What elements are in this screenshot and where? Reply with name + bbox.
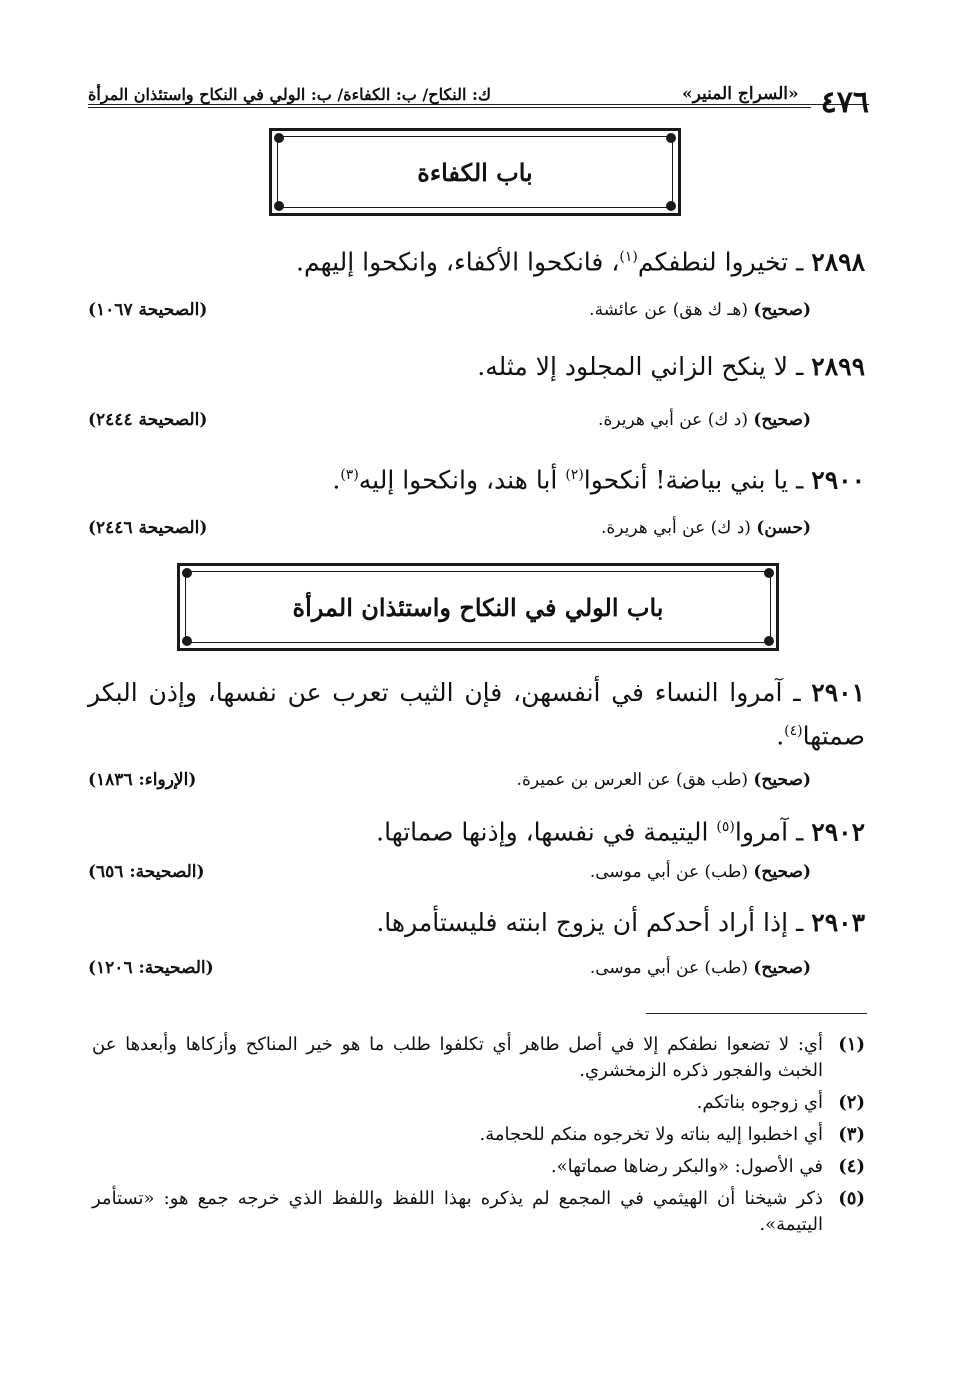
footnote [92, 1032, 865, 1084]
hadith-grade: (حسن) [756, 518, 811, 538]
hadith-text: اليتيمة في نفسها، وإذنها صماتها. [376, 817, 717, 847]
dash: ـ [788, 352, 804, 381]
hadith-source-text: (طب) عن أبي موسى. [589, 862, 748, 882]
hadith-source-text: (د ك) عن أبي هريرة. [598, 410, 748, 430]
hadith-reference: (الصحيحة: ١٢٠٦) [88, 958, 214, 978]
hadith-text: أبا هند، وانكحوا إليه [358, 465, 566, 495]
hadith-grade: (صحيح) [753, 410, 811, 430]
hadith-source-row [88, 518, 811, 538]
hadith-reference: (الصحيحة ١٠٦٧) [88, 300, 208, 320]
footnote-text: أي اخطبوا إليه بناته ولا تخرجوه منكم للحجامة. [479, 1124, 823, 1145]
hadith-source-text: (طب) عن أبي موسى. [589, 958, 748, 978]
hadith-source-row [88, 300, 811, 320]
footnote [92, 1186, 865, 1238]
footnote-text: في الأصول: «والبكر رضاها صماتها». [550, 1156, 823, 1177]
footnote-marker[interactable]: (٢) [565, 467, 584, 483]
footnote [92, 1090, 865, 1116]
hadith-number: ٢٩٠٣ [811, 908, 865, 937]
hadith-number: ٢٩٠٠ [811, 465, 865, 495]
footnote-number: (١) [838, 1034, 865, 1055]
corner-ornament [666, 201, 676, 211]
footnote-text: أي زوجوه بناتكم. [696, 1092, 823, 1113]
dash: ـ [788, 247, 804, 277]
footnote-marker[interactable]: (٣) [340, 467, 359, 483]
hadith-grade: (صحيح) [753, 862, 811, 882]
hadith-reference: (الصحيحة: ٦٥٦) [88, 862, 205, 882]
hadith-entry [88, 674, 865, 755]
chapter-box-kafaa [269, 128, 681, 216]
chapter-box-inner [185, 571, 771, 643]
chapter-title: باب الكفاءة [417, 157, 533, 187]
hadith-source [601, 518, 811, 538]
hadith-source [598, 410, 811, 430]
header-right-group [681, 74, 869, 120]
footnote-text: ذكر شيخنا أن الهيثمي في المجمع لم يذكره بهذا اللفظ واللفظ الذي خرجه جمع هو: «تستأمر اليتيمة». [92, 1188, 823, 1235]
hadith-number: ٢٩٠١ [811, 678, 865, 707]
footnote-number: (٣) [838, 1124, 865, 1145]
hadith-grade: (صحيح) [753, 300, 811, 320]
hadith-entry [88, 238, 865, 281]
dash: ـ [788, 465, 804, 495]
dash: ـ [788, 908, 804, 937]
corner-ornament [666, 133, 676, 143]
hadith-source [517, 770, 811, 790]
footnote-marker[interactable]: (١) [619, 249, 638, 265]
chapter-box-inner [277, 136, 673, 208]
hadith-source-text: (هـ ك هق) عن عائشة. [589, 300, 748, 320]
hadith-source [590, 862, 811, 882]
header-divider [88, 107, 811, 108]
footnote-number: (٤) [838, 1156, 865, 1177]
hadith-text: . [332, 465, 341, 495]
footnote-marker[interactable]: (٤) [784, 723, 803, 739]
corner-ornament [764, 636, 774, 646]
corner-ornament [182, 636, 192, 646]
hadith-source-row [88, 410, 811, 430]
footnote-marker[interactable]: (٥) [716, 819, 735, 835]
dash: ـ [788, 817, 804, 847]
corner-ornament [764, 568, 774, 578]
footnotes [92, 1032, 865, 1244]
hadith-entry [88, 808, 865, 851]
book-title: «السراج المنير» [681, 84, 799, 104]
hadith-grade: (صحيح) [753, 770, 811, 790]
footnote-number: (٢) [838, 1092, 865, 1113]
corner-ornament [182, 568, 192, 578]
hadith-text: آمروا [734, 817, 789, 847]
hadith-text: يا بني بياضة! أنكحوا [583, 465, 789, 495]
hadith-source-row [88, 770, 811, 790]
footnote [92, 1122, 865, 1148]
hadith-source [589, 300, 811, 320]
corner-ornament [274, 133, 284, 143]
hadith-entry [88, 348, 865, 386]
footnote [92, 1154, 865, 1180]
hadith-entry [88, 456, 865, 499]
hadith-text: ، فانكحوا الأكفاء، وانكحوا إليهم. [296, 247, 620, 277]
hadith-number: ٢٨٩٩ [811, 352, 865, 381]
hadith-reference: (الصحيحة ٢٤٤٤) [88, 410, 208, 430]
hadith-number: ٢٨٩٨ [811, 247, 865, 277]
hadith-reference: (الإرواء: ١٨٣٦) [88, 770, 197, 790]
hadith-number: ٢٩٠٢ [811, 817, 865, 847]
hadith-source-row [88, 958, 811, 978]
hadith-source-text: (طب هق) عن العرس بن عميرة. [516, 770, 748, 790]
footnote-number: (٥) [838, 1188, 865, 1209]
corner-ornament [274, 201, 284, 211]
hadith-text: تخيروا لنطفكم [637, 247, 789, 277]
hadith-source-text: (د ك) عن أبي هريرة. [600, 518, 751, 538]
chapter-title: باب الولي في النكاح واستئذان المرأة [292, 592, 664, 622]
page-number: ٤٧٦ [820, 85, 869, 120]
hadith-entry [88, 904, 865, 942]
hadith-text: لا ينكح الزاني المجلود إلا مثله. [477, 352, 789, 381]
hadith-grade: (صحيح) [753, 958, 811, 978]
hadith-text: . [776, 721, 785, 751]
footnote-divider [646, 1013, 867, 1014]
dash: ـ [782, 678, 801, 707]
hadith-source [590, 958, 811, 978]
chapter-box-wali [177, 563, 779, 651]
hadith-text: آمروا النساء في أنفسهن، فإن الثيب تعرب عن نفسها، وإذن البكر صمتها [88, 678, 865, 751]
hadith-reference: (الصحيحة ٢٤٤٦) [88, 518, 208, 538]
footnote-text: أي: لا تضعوا نطفكم إلا في أصل طاهر أي تكلفوا طلب ما هو خير المناكح وأزكاها وأبعدها عن الخبث والفجور ذكره الزمخشري. [92, 1034, 823, 1081]
running-header [88, 70, 869, 120]
section-path: ك: النكاح/ ب: الكفاءة/ ب: الولي في النكاح واستئذان المرأة [88, 85, 492, 104]
hadith-source-row [88, 862, 811, 882]
hadith-text: إذا أراد أحدكم أن يزوج ابنته فليستأمرها. [376, 908, 789, 937]
